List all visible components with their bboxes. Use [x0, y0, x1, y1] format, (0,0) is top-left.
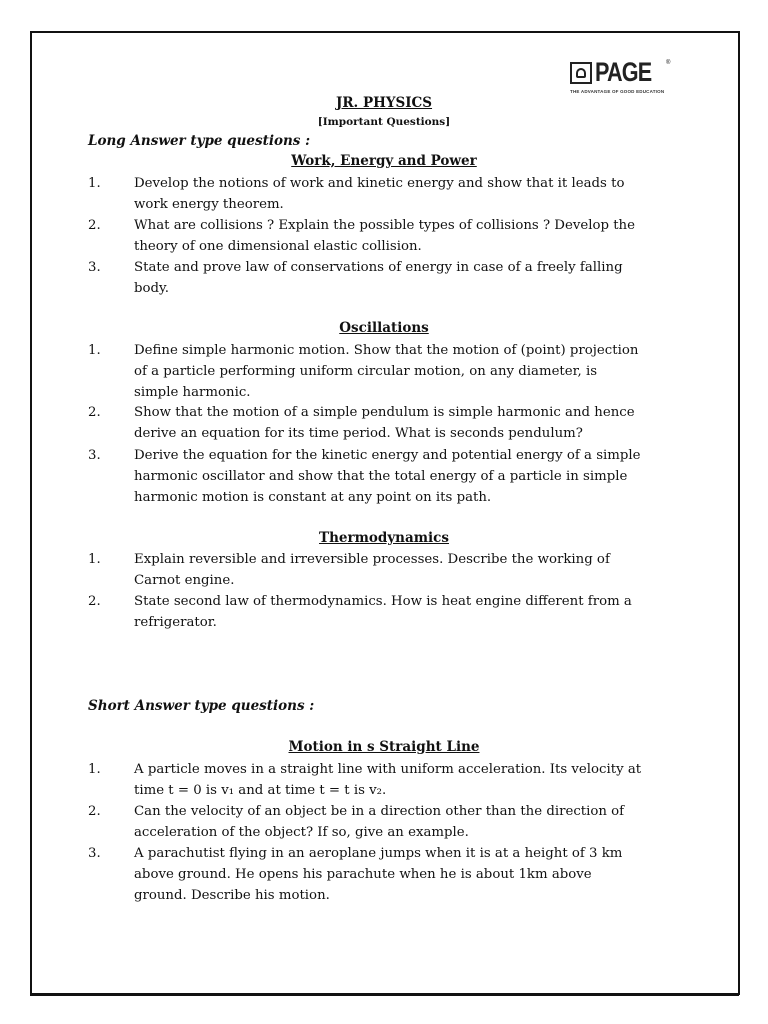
question-item — [88, 257, 688, 299]
question-number: 2. — [88, 804, 101, 819]
document-title — [0, 95, 768, 111]
document-subtitle: [Important Questions] — [317, 116, 451, 128]
question-text-line: Develop the notions of work and kinetic energy and show that it leads to — [134, 176, 625, 191]
logo-emblem-icon — [570, 62, 592, 84]
question-text-line: harmonic motion is constant at any point on its path. — [134, 490, 492, 505]
question-number: 2. — [88, 594, 101, 609]
question-text-line: above ground. He opens his parachute when he is about 1km above — [134, 867, 592, 882]
question-text-line: Derive the equation for the kinetic energy and potential energy of a simple — [134, 448, 641, 463]
question-text-line: body. — [134, 281, 170, 296]
question-number: 3. — [88, 846, 101, 861]
question-number: 3. — [88, 448, 101, 463]
question-text-line: refrigerator. — [134, 615, 217, 630]
question-text-line: simple harmonic. — [134, 385, 251, 400]
question-number: 2. — [88, 405, 101, 420]
short-answer-label: Short Answer type questions : — [88, 698, 315, 714]
question-text-line: Can the velocity of an object be in a direction other than the direction of — [134, 804, 625, 819]
logo-tagline: THE ADVANTAGE OF GOOD EDUCATION — [570, 89, 665, 94]
question-text-line: acceleration of the object? If so, give an example. — [134, 825, 469, 840]
question-text-line: A particle moves in a straight line with uniform acceleration. Its velocity at — [134, 762, 642, 777]
question-item — [88, 843, 688, 906]
long-answer-label: Long Answer type questions : — [88, 133, 311, 149]
section-heading: Thermodynamics — [319, 530, 449, 546]
question-text-line: work energy theorem. — [134, 197, 284, 212]
question-item — [88, 402, 688, 444]
question-number: 1. — [88, 343, 101, 358]
question-item — [88, 549, 688, 591]
question-text-line: A parachutist flying in an aeroplane jumps when it is at a height of 3 km — [134, 846, 623, 861]
question-text-line: theory of one dimensional elastic collision. — [134, 239, 422, 254]
question-number: 1. — [88, 176, 101, 191]
question-number: 1. — [88, 552, 101, 567]
document-title-text: JR. PHYSICS — [335, 95, 433, 111]
question-item — [88, 759, 688, 801]
question-item — [88, 591, 688, 633]
question-text-line: Show that the motion of a simple pendulum is simple harmonic and hence — [134, 405, 635, 420]
question-text-line: Define simple harmonic motion. Show that the motion of (point) projection — [134, 343, 639, 358]
logo-registered: ® — [666, 60, 671, 66]
question-text-line: What are collisions ? Explain the possible types of collisions ? Develop the — [134, 218, 635, 233]
question-text-line: Carnot engine. — [134, 573, 235, 588]
question-text-line: time t = 0 is v₁ and at time t = t is v₂. — [134, 783, 387, 798]
section-heading: Motion in s Straight Line — [288, 739, 480, 755]
question-text-line: State and prove law of conservations of energy in case of a freely falling — [134, 260, 623, 275]
logo-word: PAGE — [595, 57, 652, 87]
question-text-line: Explain reversible and irreversible processes. Describe the working of — [134, 552, 610, 567]
question-number: 2. — [88, 218, 101, 233]
question-item — [88, 445, 688, 508]
section-heading: Work, Energy and Power — [291, 153, 477, 169]
question-text-line: State second law of thermodynamics. How is heat engine different from a — [134, 594, 632, 609]
question-text-line: derive an equation for its time period. What is seconds pendulum? — [134, 426, 583, 441]
section-heading: Oscillations — [339, 320, 429, 336]
question-text-line: ground. Describe his motion. — [134, 888, 330, 903]
question-item — [88, 173, 688, 215]
question-number: 1. — [88, 762, 101, 777]
question-item — [88, 801, 688, 843]
question-item — [88, 340, 688, 403]
question-item — [88, 215, 688, 257]
question-number: 3. — [88, 260, 101, 275]
question-text-line: harmonic oscillator and show that the total energy of a particle in simple — [134, 469, 628, 484]
question-text-line: of a particle performing uniform circular motion, on any diameter, is — [134, 364, 598, 379]
